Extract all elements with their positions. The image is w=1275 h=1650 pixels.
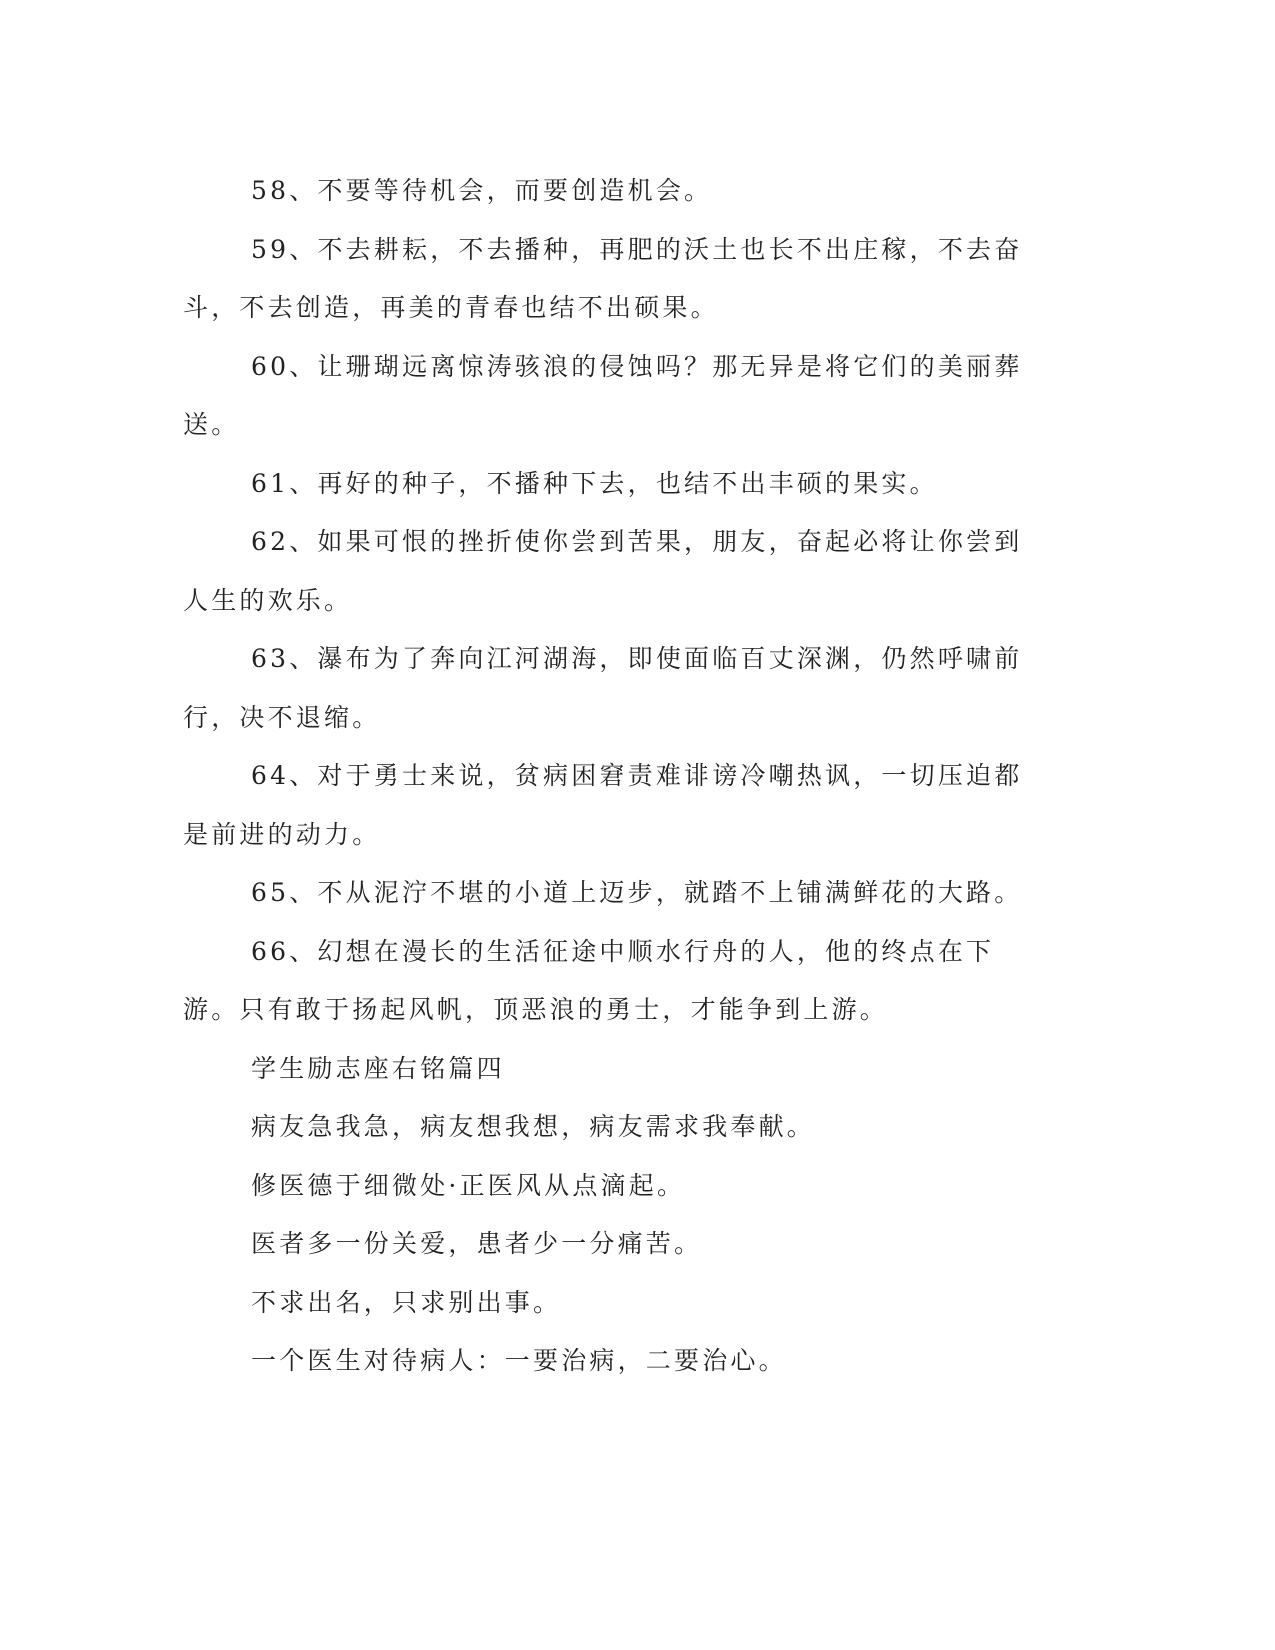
paragraph-58: 58、不要等待机会，而要创造机会。 xyxy=(251,176,713,205)
document-body xyxy=(183,162,1025,1391)
paragraph-66: 66、幻想在漫长的生活征途中顺水行舟的人，他的终点在下游。只有敢于扬起风帆，顶恶浪的勇士，才能争到上游。 xyxy=(183,936,995,1024)
section-item: 病友急我急，病友想我想，病友需求我奉献。 xyxy=(251,1112,816,1141)
paragraph-62: 62、如果可恨的挫折使你尝到苦果，朋友，奋起必将让你尝到人生的欢乐。 xyxy=(183,527,1023,615)
paragraph-61: 61、再好的种子，不播种下去，也结不出丰硕的果实。 xyxy=(251,468,938,498)
section-title: 学生励志座右铭篇四 xyxy=(251,1053,505,1083)
section-item: 不求出名，只求别出事。 xyxy=(251,1287,562,1317)
paragraph-59: 59、不去耕耘，不去播种，再肥的沃土也长不出庄稼，不去奋斗，不去创造，再美的青春也结不出硕果。 xyxy=(183,234,1023,322)
section-item: 一个医生对待病人：一要治病，二要治心。 xyxy=(251,1346,787,1375)
paragraph-64: 64、对于勇士来说，贫病困窘责难诽谤冷嘲热讽，一切压迫都是前进的动力。 xyxy=(183,761,1023,849)
section-item: 修医德于细微处·正医风从点滴起。 xyxy=(251,1170,686,1200)
section-item: 医者多一份关爱，患者少一分痛苦。 xyxy=(251,1229,703,1258)
paragraph-63: 63、瀑布为了奔向江河湖海，即使面临百丈深渊，仍然呼啸前行，决不退缩。 xyxy=(183,644,1023,732)
paragraph-60: 60、让珊瑚远离惊涛骇浪的侵蚀吗？那无异是将它们的美丽葬送。 xyxy=(183,351,1023,439)
paragraph-65: 65、不从泥泞不堪的小道上迈步，就踏不上铺满鲜花的大路。 xyxy=(251,878,1023,907)
